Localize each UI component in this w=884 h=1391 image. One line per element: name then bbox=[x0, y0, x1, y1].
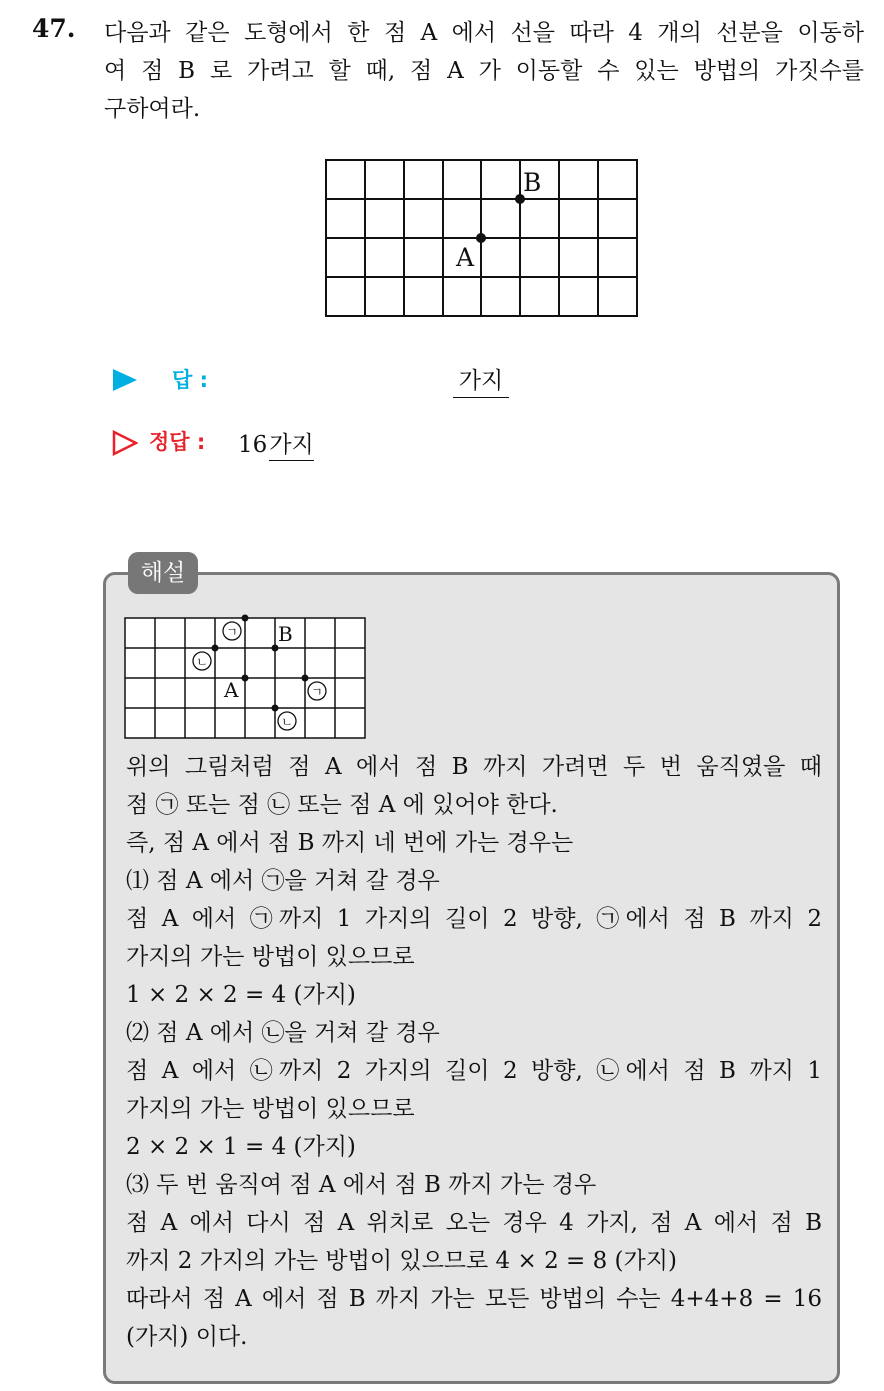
explanation-line: 1 × 2 × 2 = 4 (가지) bbox=[126, 982, 356, 1008]
explanation-line: 점 A 에서 ㉡까지 2 가지의 길이 2 방향, ㉡에서 점 B 까지 1 bbox=[126, 1058, 822, 1084]
correct-unit: 가지 bbox=[269, 432, 313, 461]
correct-answer-row bbox=[112, 424, 712, 464]
point-b-label: B bbox=[523, 168, 542, 197]
svg-text:ㄱ: ㄱ bbox=[311, 685, 323, 699]
explanation-line: 가지의 가는 방법이 있으므로 bbox=[126, 1096, 415, 1122]
circled-giyeok-top bbox=[223, 622, 241, 640]
correct-answer-label: 정답 : bbox=[149, 430, 206, 454]
explanation-line: 즉, 점 A 에서 점 B 까지 네 번에 가는 경우는 bbox=[126, 830, 574, 856]
explanation-line: ⑵ 점 A 에서 ㉡을 거쳐 갈 경우 bbox=[126, 1020, 440, 1046]
explanation-line: ⑴ 점 A 에서 ㉠을 거쳐 갈 경우 bbox=[126, 868, 440, 894]
explanation-line: 2 × 2 × 1 = 4 (가지) bbox=[126, 1134, 356, 1160]
explanation-grid-figure bbox=[123, 613, 371, 743]
explanation-line: ⑶ 두 번 움직여 점 A 에서 점 B 까지 가는 경우 bbox=[126, 1172, 597, 1198]
explanation-tab: 해설 bbox=[128, 552, 198, 594]
question-line: 다음과 같은 도형에서 한 점 A 에서 선을 따라 4 개의 선분을 이동하 bbox=[104, 20, 864, 46]
answer-blank[interactable]: 가지 bbox=[453, 362, 509, 398]
circled-nieun-bottom bbox=[278, 712, 296, 730]
svg-text:ㄴ: ㄴ bbox=[281, 715, 293, 729]
explanation-line: 따라서 점 A 에서 점 B 까지 가는 모든 방법의 수는 4+4+8 = 16 bbox=[126, 1286, 822, 1312]
explanation-line: (가지) 이다. bbox=[126, 1324, 248, 1350]
exp-point-a-label: A bbox=[224, 678, 239, 702]
correct-answer-value bbox=[238, 426, 314, 459]
explanation-line: 가지의 가는 방법이 있으므로 bbox=[126, 944, 415, 970]
explanation-line: 점 A 에서 다시 점 A 위치로 오는 경우 4 가지, 점 A 에서 점 B bbox=[126, 1210, 822, 1236]
grid-figure bbox=[318, 150, 648, 325]
point-a-dot bbox=[476, 233, 486, 243]
explanation-line: 점 ㉠ 또는 점 ㉡ 또는 점 A 에 있어야 한다. bbox=[126, 792, 558, 818]
question-line: 여 점 B 로 가려고 할 때, 점 A 가 이동할 수 있는 방법의 가짓수를 bbox=[104, 58, 864, 84]
question-text bbox=[104, 14, 864, 128]
filled-triangle-icon bbox=[112, 368, 138, 392]
svg-text:ㄱ: ㄱ bbox=[226, 625, 238, 639]
explanation-line: 점 A 에서 ㉠까지 1 가지의 길이 2 방향, ㉠에서 점 B 까지 2 bbox=[126, 906, 822, 932]
outline-triangle-icon bbox=[112, 430, 138, 456]
exp-point-b-label: B bbox=[278, 622, 293, 646]
question-number: 47. bbox=[32, 14, 76, 43]
answer-label: 답 : bbox=[172, 368, 208, 392]
explanation-line: 까지 2 가지의 가는 방법이 있으므로 4 × 2 = 8 (가지) bbox=[126, 1248, 677, 1274]
answer-row bbox=[112, 362, 712, 398]
svg-text:ㄴ: ㄴ bbox=[196, 655, 208, 669]
circled-giyeok-right bbox=[308, 682, 326, 700]
point-a-label: A bbox=[456, 243, 475, 272]
circled-nieun-left bbox=[193, 652, 211, 670]
explanation-line: 위의 그림처럼 점 A 에서 점 B 까지 가려면 두 번 움직였을 때 bbox=[126, 754, 822, 780]
explanation-text bbox=[126, 748, 822, 1356]
question-line: 구하여라. bbox=[104, 96, 201, 122]
correct-number: 16 bbox=[238, 432, 268, 458]
